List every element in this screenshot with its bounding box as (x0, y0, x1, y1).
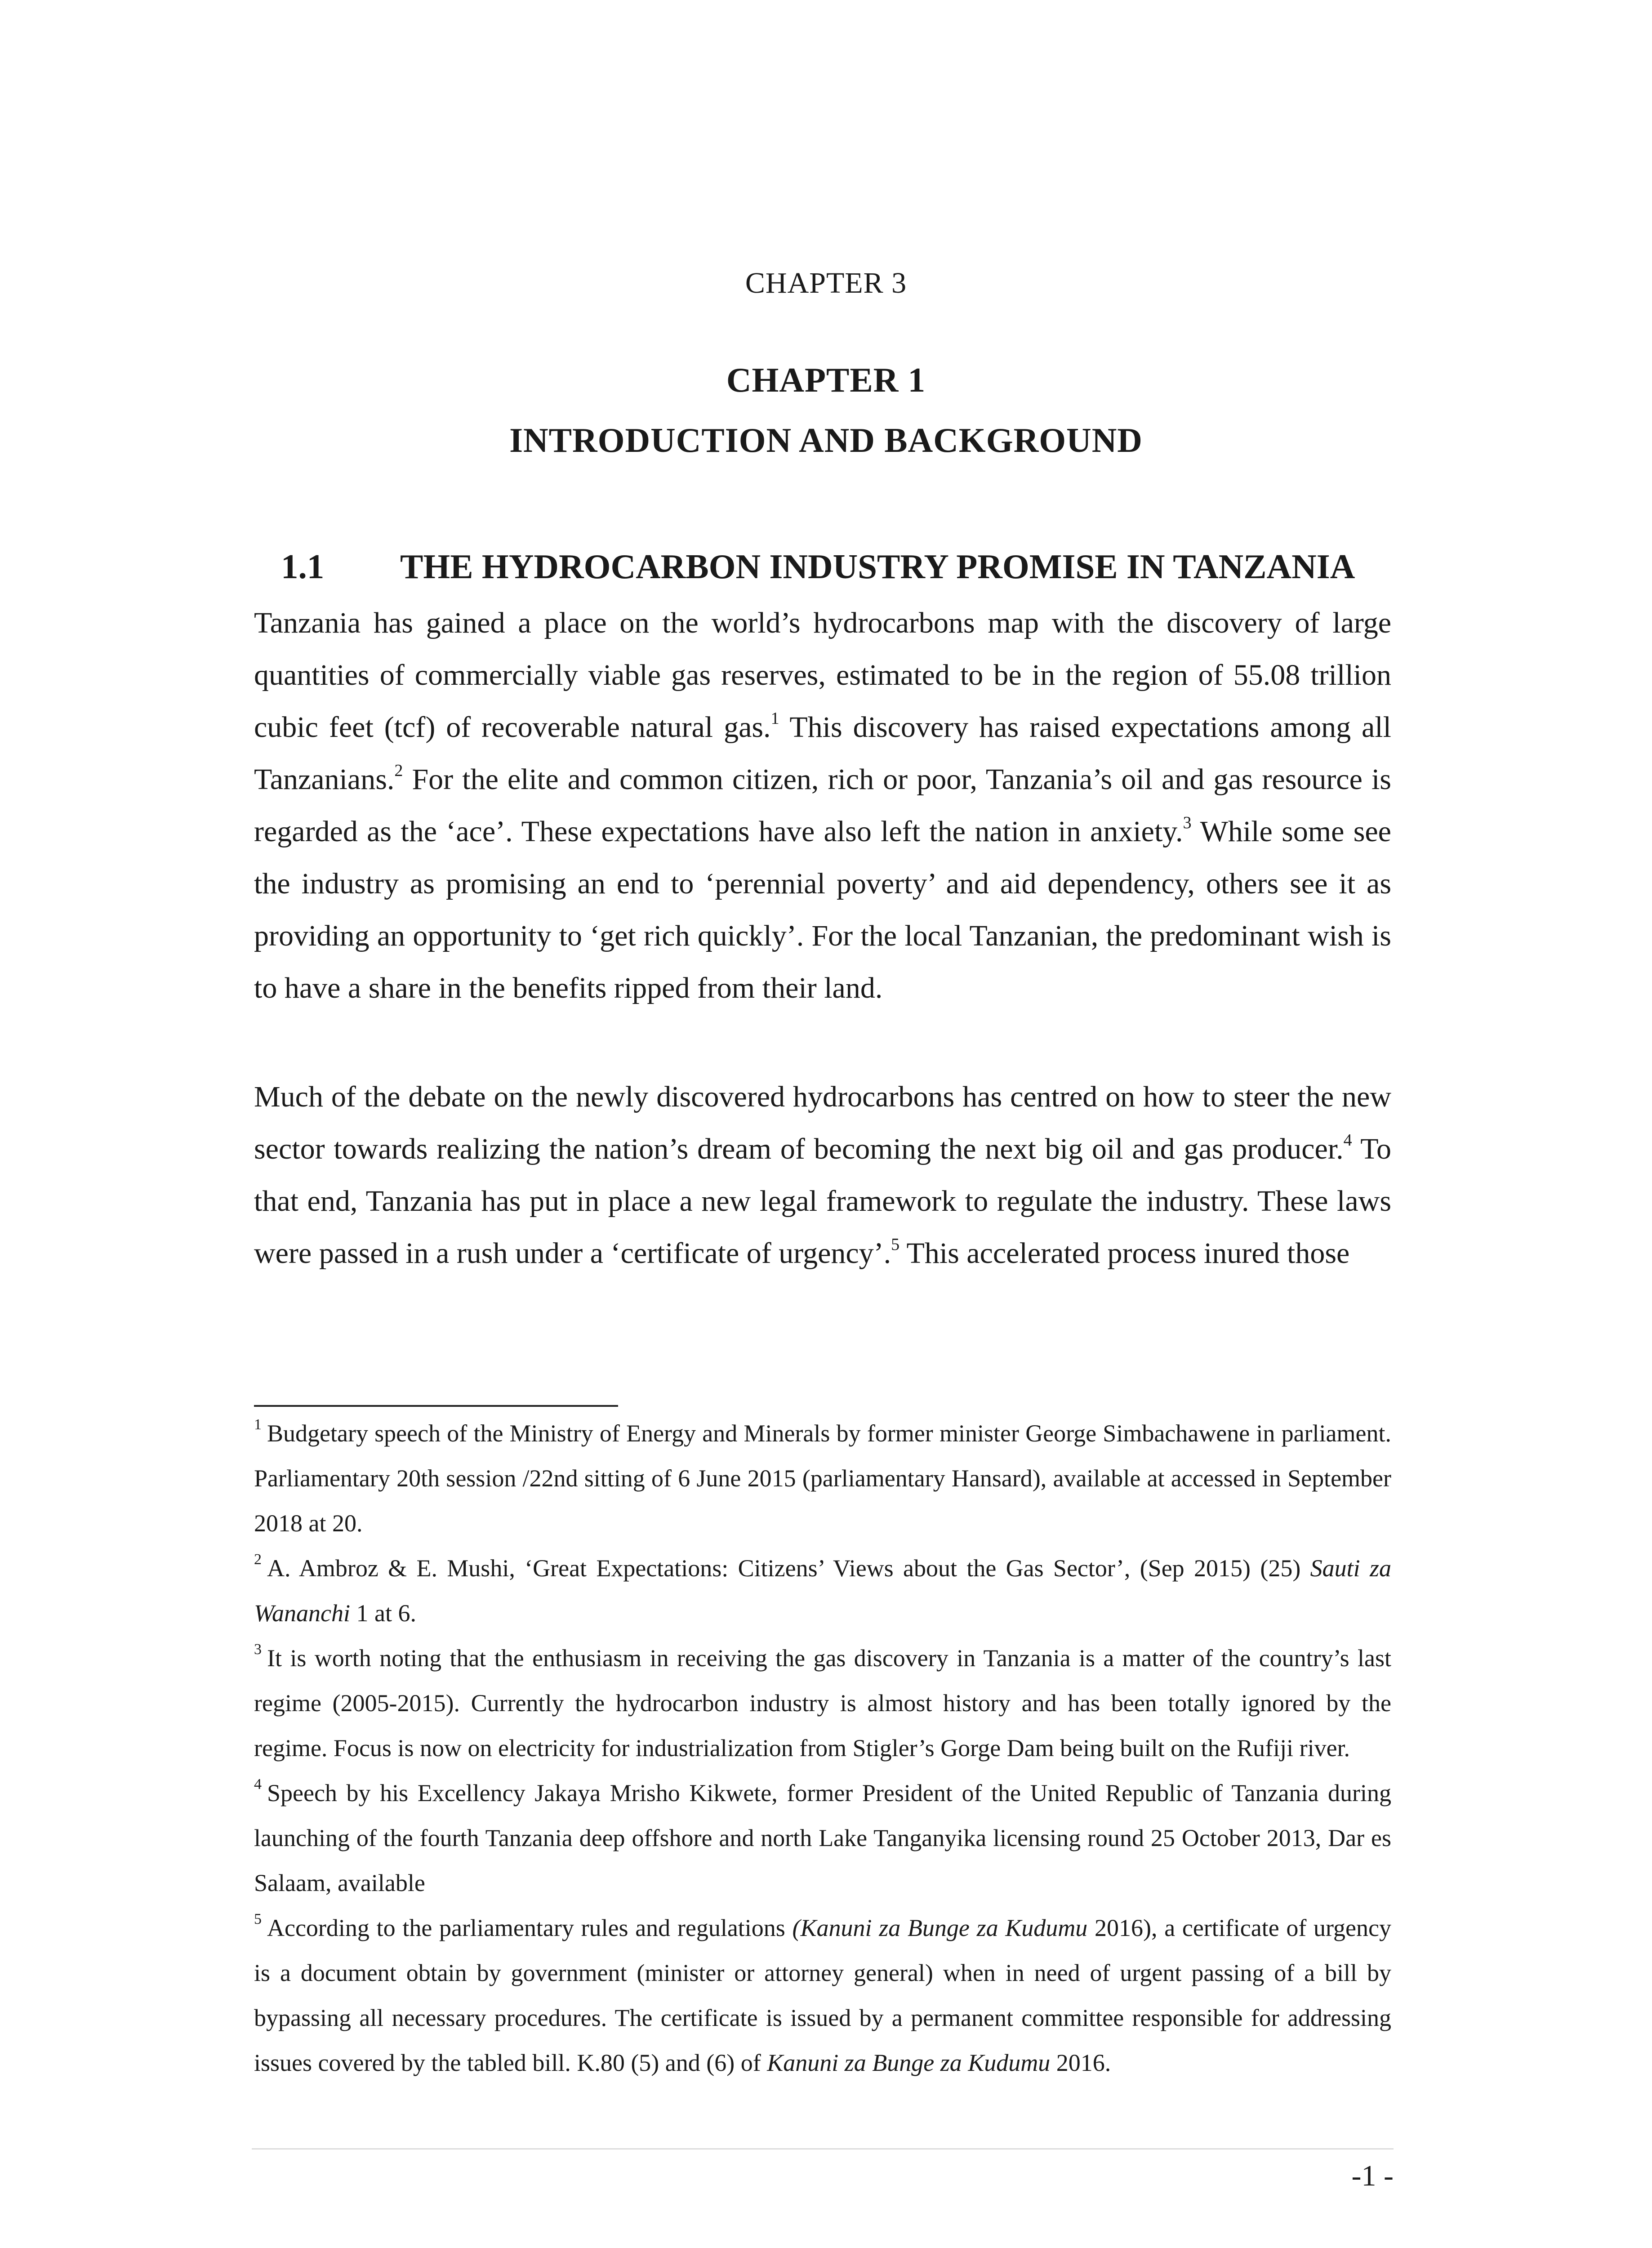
footnote (254, 1546, 1391, 1636)
chapter-number: CHAPTER 1 (726, 361, 926, 399)
footnote-italic-text: Kanuni za Bunge za Kudumu (767, 2049, 1051, 2076)
footnote-text: According to the parliamentary rules and regulations (267, 1914, 793, 1941)
footnote-number: 4 (254, 1776, 262, 1793)
paragraph-text: This discovery has raised expectations among all Tanzanians. (254, 711, 1391, 796)
footnote-text: Budgetary speech of the Ministry of Energy and Minerals by former minister George Simbachawene in parliament. Parliamentary 20th session /22nd sitting of 6 June 2015 (parliamentary Hansard), available at accessed in September 2018 at 20. (254, 1420, 1391, 1537)
footnote-text: 1 at 6. (350, 1600, 416, 1627)
footnote-italic-text: Sauti za Wananchi (254, 1555, 1391, 1627)
body-paragraph (254, 1071, 1391, 1280)
footnote (254, 1411, 1391, 1546)
section-number: 1.1 (281, 547, 325, 586)
footnote-ref[interactable]: 5 (891, 1235, 900, 1254)
footnote (254, 1636, 1391, 1771)
footnotes (254, 1411, 1391, 2085)
footnote-number: 3 (254, 1641, 262, 1658)
section-heading (281, 546, 1450, 587)
footnote-ref[interactable]: 3 (1183, 813, 1192, 832)
footnote-ref[interactable]: 4 (1343, 1131, 1352, 1150)
footnote-number: 2 (254, 1551, 262, 1568)
paragraph-text: This accelerated process inured those (899, 1237, 1350, 1270)
paragraph-text: Much of the debate on the newly discovered hydrocarbons has centred on how to steer the new sector towards realizing the nation’s dream of becoming the next big oil and gas producer. (254, 1080, 1391, 1165)
footnote-text: 2016. (1050, 2049, 1111, 2076)
paragraph-text: To that end, Tanzania has put in place a new legal framework to regulate the industry. These laws were passed in a rush under a ‘certificate of urgency’. (254, 1133, 1391, 1270)
footnote (254, 1905, 1391, 2085)
chapter-title: INTRODUCTION AND BACKGROUND (509, 421, 1143, 459)
footnote-text: Speech by his Excellency Jakaya Mrisho Kikwete, former President of the United Republic of Tanzania during launching of the fourth Tanzania deep offshore and north Lake Tanganyika licensing round 25 October 2013, Dar es Salaam, available (254, 1780, 1391, 1896)
footnote-text: It is worth noting that the enthusiasm in receiving the gas discovery in Tanzania is a matter of the country’s last regime (2005-2015). Currently the hydrocarbon industry is almost history and has been totally ignored by the regime. Focus is now on electricity for industrialization from Stigler’s Gorge Dam being built on the Rufiji river. (254, 1645, 1391, 1762)
footnote-separator (254, 1405, 618, 1407)
footnote-italic-text: (Kanuni za Bunge za Kudumu (792, 1914, 1088, 1941)
page-number: -1 - (1351, 2159, 1394, 2192)
footnote-ref[interactable]: 1 (770, 709, 779, 728)
footnote-ref[interactable]: 2 (394, 761, 403, 780)
footnote-text: A. Ambroz & E. Mushi, ‘Great Expectations: Citizens’ Views about the Gas Sector’, (Sep 2015) (25) (267, 1555, 1310, 1582)
footnote-number: 5 (254, 1911, 262, 1927)
body-paragraph (254, 597, 1391, 1014)
footnote (254, 1771, 1391, 1905)
paragraph-text: For the elite and common citizen, rich or poor, Tanzania’s oil and gas resource is regarded as the ‘ace’. These expectations have also left the nation in anxiety. (254, 763, 1391, 848)
running-head: CHAPTER 3 (745, 267, 907, 299)
footnote-text: 2016), a certificate of urgency is a document obtain by government (minister or attorney general) when in need of urgent passing of a bill by bypassing all necessary procedures. The certificate is issued by a permanent committee responsible for addressing issues covered by the tabled bill. K.80 (5) and (6) of (254, 1914, 1391, 2076)
paragraph-text: Tanzania has gained a place on the world’s hydrocarbons map with the discovery of large quantities of commercially viable gas reserves, estimated to be in the region of 55.08 trillion cubic feet (tcf) of recoverable natural gas. (254, 607, 1391, 744)
paragraph-text: While some see the industry as promising an end to ‘perennial poverty’ and aid dependency, others see it as providing an opportunity to ‘get rich quickly’. For the local Tanzanian, the predominant wish is to have a share in the benefits ripped from their land. (254, 815, 1391, 1004)
footnote-number: 1 (254, 1416, 262, 1433)
page-footer-rule (252, 2148, 1394, 2150)
section-title: THE HYDROCARBON INDUSTRY PROMISE IN TANZANIA (400, 547, 1355, 586)
